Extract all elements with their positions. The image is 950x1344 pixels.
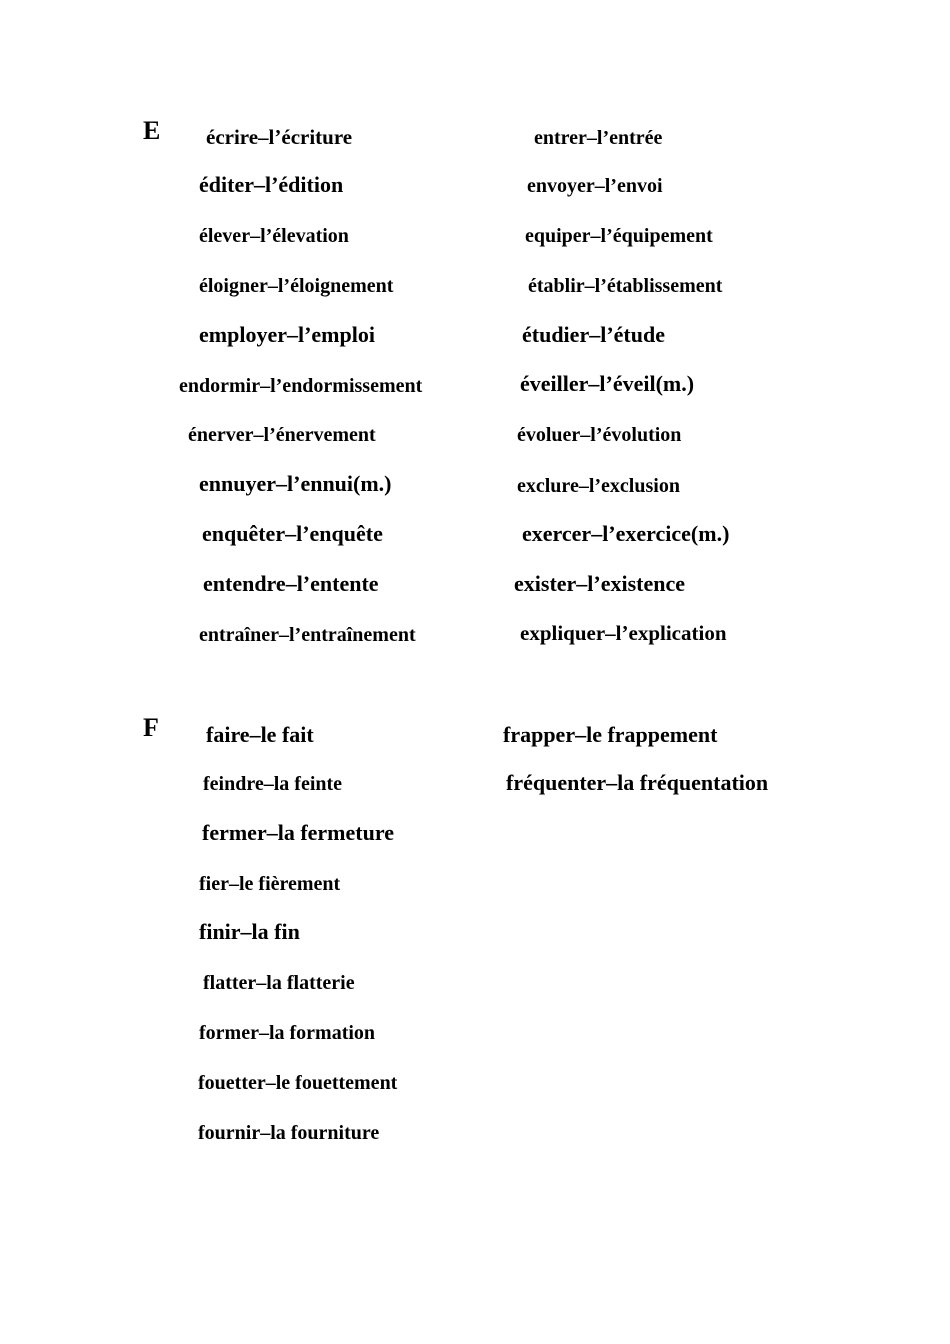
entry-e-right-6: éveiller–l’éveil(m.)	[520, 371, 695, 396]
entry-f-left-1: faire–le fait	[206, 722, 314, 747]
entry-e-right-8: exclure–l’exclusion	[517, 475, 680, 497]
entry-e-right-7: évoluer–l’évolution	[517, 424, 682, 446]
entry-e-left-10: entendre–l’entente	[203, 571, 379, 596]
entry-f-left-9: fournir–la fourniture	[198, 1122, 380, 1144]
entry-f-left-3: fermer–la fermeture	[202, 820, 394, 845]
entry-e-right-3: equiper–l’équipement	[525, 225, 713, 247]
entry-e-left-5: employer–l’emploi	[199, 322, 375, 347]
entry-e-right-9: exercer–l’exercice(m.)	[522, 521, 730, 546]
entry-e-left-9: enquêter–l’enquête	[202, 521, 383, 546]
entry-e-left-11: entraîner–l’entraînement	[199, 624, 416, 646]
entry-f-left-4: fier–le fièrement	[199, 873, 341, 895]
entry-e-left-4: éloigner–l’éloignement	[199, 275, 394, 297]
entry-f-left-7: former–la formation	[199, 1022, 376, 1044]
entry-f-left-8: fouetter–le fouettement	[198, 1072, 398, 1094]
entry-e-right-4: établir–l’établissement	[528, 275, 723, 297]
entry-e-left-6: endormir–l’endormissement	[179, 375, 423, 397]
entry-e-right-1: entrer–l’entrée	[534, 127, 663, 149]
entry-f-left-5: finir–la fin	[199, 919, 300, 944]
entry-e-right-11: expliquer–l’explication	[520, 621, 727, 645]
entry-e-right-10: exister–l’existence	[514, 571, 686, 596]
entry-e-left-7: énerver–l’énervement	[188, 424, 376, 446]
entry-f-right-1: frapper–le frappement	[503, 722, 718, 747]
entry-e-right-5: étudier–l’étude	[522, 322, 665, 347]
entry-e-left-1: écrire–l’écriture	[206, 125, 353, 149]
section-letter-e: E	[143, 116, 161, 145]
section-letter-f: F	[143, 713, 159, 742]
entry-e-left-3: élever–l’élevation	[199, 225, 349, 247]
entry-e-left-8: ennuyer–l’ennui(m.)	[199, 471, 392, 496]
entry-f-left-6: flatter–la flatterie	[203, 972, 355, 994]
entry-f-left-2: feindre–la feinte	[203, 773, 343, 795]
entry-e-right-2: envoyer–l’envoi	[527, 175, 663, 197]
entry-e-left-2: éditer–l’édition	[199, 172, 344, 197]
entry-f-right-2: fréquenter–la fréquentation	[506, 770, 769, 795]
